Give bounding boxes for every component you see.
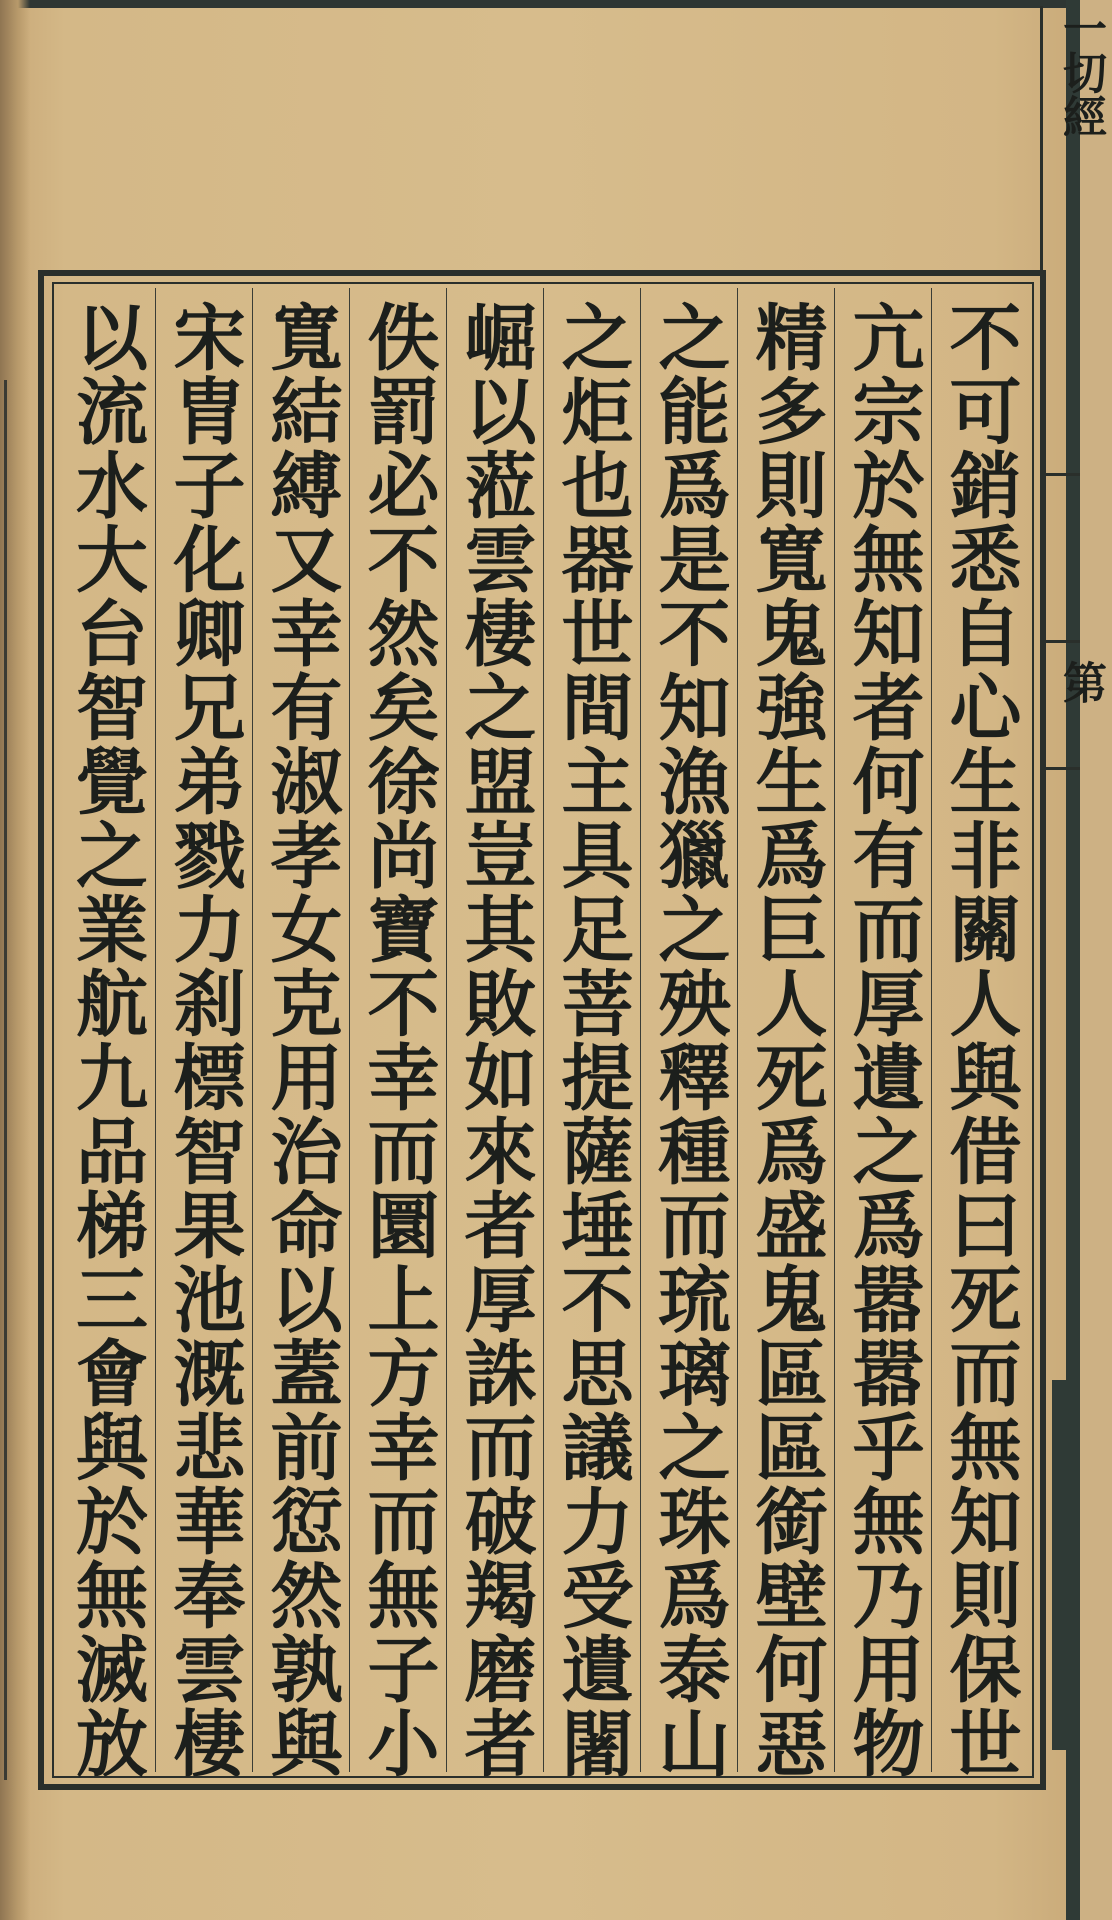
- column-text: 佚罰必不然矣徐尚寶不幸而圜上方幸而無子小: [355, 300, 441, 1780]
- text-column: [737, 288, 834, 1780]
- column-text: 以流水大台智覺之業航九品梯三會與於無滅放: [64, 300, 149, 1780]
- text-columns: [58, 288, 1028, 1780]
- column-text: 崛以蒞雲棲之盟豈其敗如來者厚誅而破羯磨者: [452, 300, 538, 1780]
- margin-block: [1052, 1380, 1076, 1750]
- top-edge: [0, 0, 1080, 8]
- column-text: 精多則寬鬼強生爲巨人死爲盛鬼區區銜壁何惡: [743, 300, 829, 1780]
- column-text: 之炬也器世間主具足菩提薩埵不思議力受遺闍: [549, 300, 635, 1780]
- margin-section: 第: [1055, 660, 1106, 704]
- column-text: 寬結縛又幸有淑孝女克用治命以蓋前愆然孰與: [258, 300, 344, 1780]
- text-column: [931, 288, 1028, 1780]
- spine-line: [4, 380, 7, 1780]
- text-column: [349, 288, 446, 1780]
- text-column: [640, 288, 737, 1780]
- text-column: [543, 288, 640, 1780]
- text-column: [58, 288, 155, 1780]
- column-text: 不可銷悉自心生非關人與借曰死而無知則保世: [937, 300, 1023, 1780]
- text-column: [834, 288, 931, 1780]
- column-text: 宋胄子化卿兄弟戮力刹標智果池溉悲華奉雲棲: [161, 300, 247, 1780]
- column-text: 亢宗於無知者何有而厚遺之爲嚣嚣乎無乃用物: [840, 300, 926, 1780]
- text-column: [446, 288, 543, 1780]
- margin-title: 一切經: [1055, 6, 1106, 138]
- text-column: [252, 288, 349, 1780]
- text-column: [155, 288, 252, 1780]
- column-text: 之能爲是不知漁獵之殃釋種而琉璃之珠爲泰山: [646, 300, 732, 1780]
